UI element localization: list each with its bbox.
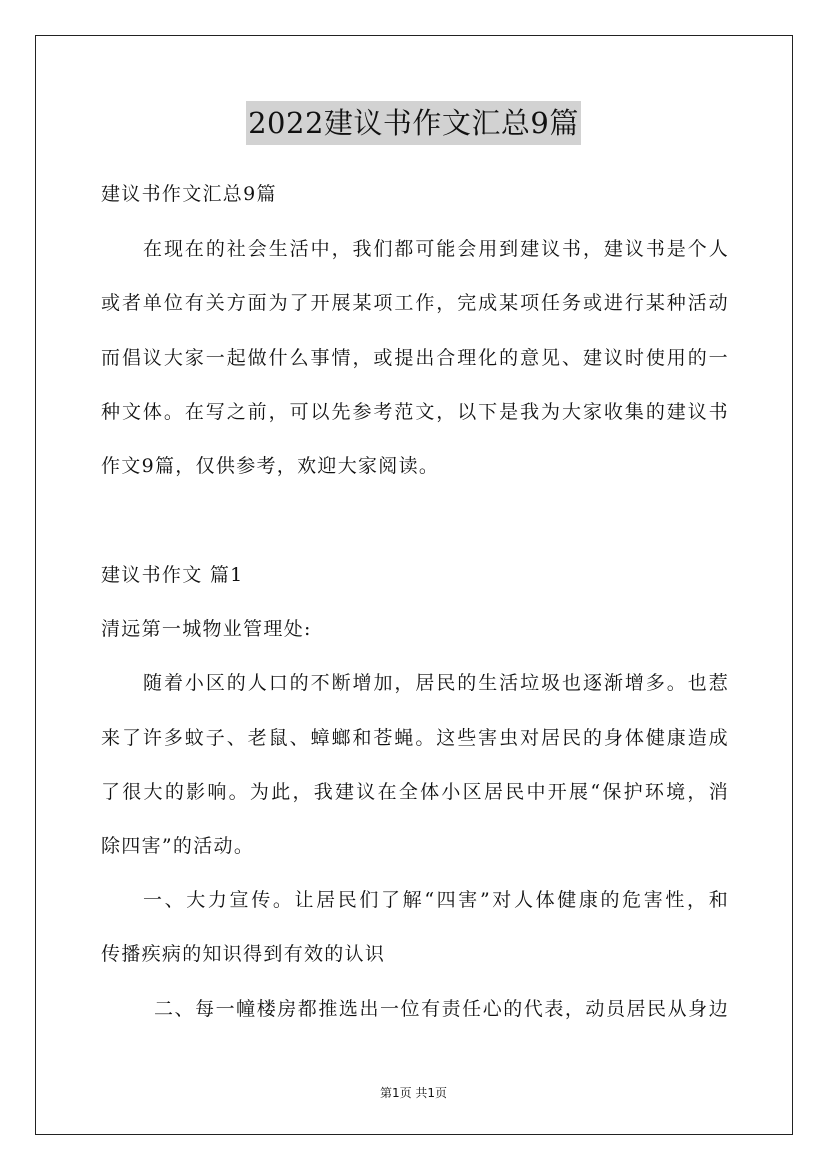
intro-line-5: 作文9篇，仅供参考，欢迎大家阅读。 xyxy=(101,455,440,477)
body-line-6: 传播疾病的知识得到有效的认识 xyxy=(101,943,386,965)
salutation: 清远第一城物业管理处: xyxy=(101,618,312,640)
document-title-container xyxy=(0,101,827,145)
intro-line-2: 或者单位有关方面为了开展某项工作，完成某项任务或进行某种活动 xyxy=(101,292,729,314)
body-line-5: 一、大力宣传。让居民们了解“四害”对人体健康的危害性，和 xyxy=(143,889,729,911)
page-number-footer: 第1页 共1页 xyxy=(379,1086,448,1100)
intro-line-4: 种文体。在写之前，可以先参考范文，以下是我为大家收集的建议书 xyxy=(101,401,729,423)
body-line-1: 随着小区的人口的不断增加，居民的生活垃圾也逐渐增多。也惹 xyxy=(143,672,729,694)
body-line-4: 除四害”的活动。 xyxy=(101,835,255,857)
intro-line-1: 在现在的社会生活中，我们都可能会用到建议书，建议书是个人 xyxy=(143,238,729,260)
section-heading: 建议书作文 篇1 xyxy=(101,564,244,586)
body-line-2: 来了许多蚊子、老鼠、蟑螂和苍蝇。这些害虫对居民的身体健康造成 xyxy=(101,727,729,749)
intro-line-3: 而倡议大家一起做什么事情，或提出合理化的意见、建议时使用的一 xyxy=(101,347,729,369)
document-title: 2022建议书作文汇总9篇 xyxy=(246,101,581,145)
body-line-7: 二、每一幢楼房都推选出一位有责任心的代表，动员居民从身边 xyxy=(154,998,729,1020)
body-line-3: 了很大的影响。为此，我建议在全体小区居民中开展“保护环境，消 xyxy=(101,781,729,803)
document-subtitle: 建议书作文汇总9篇 xyxy=(101,183,277,205)
